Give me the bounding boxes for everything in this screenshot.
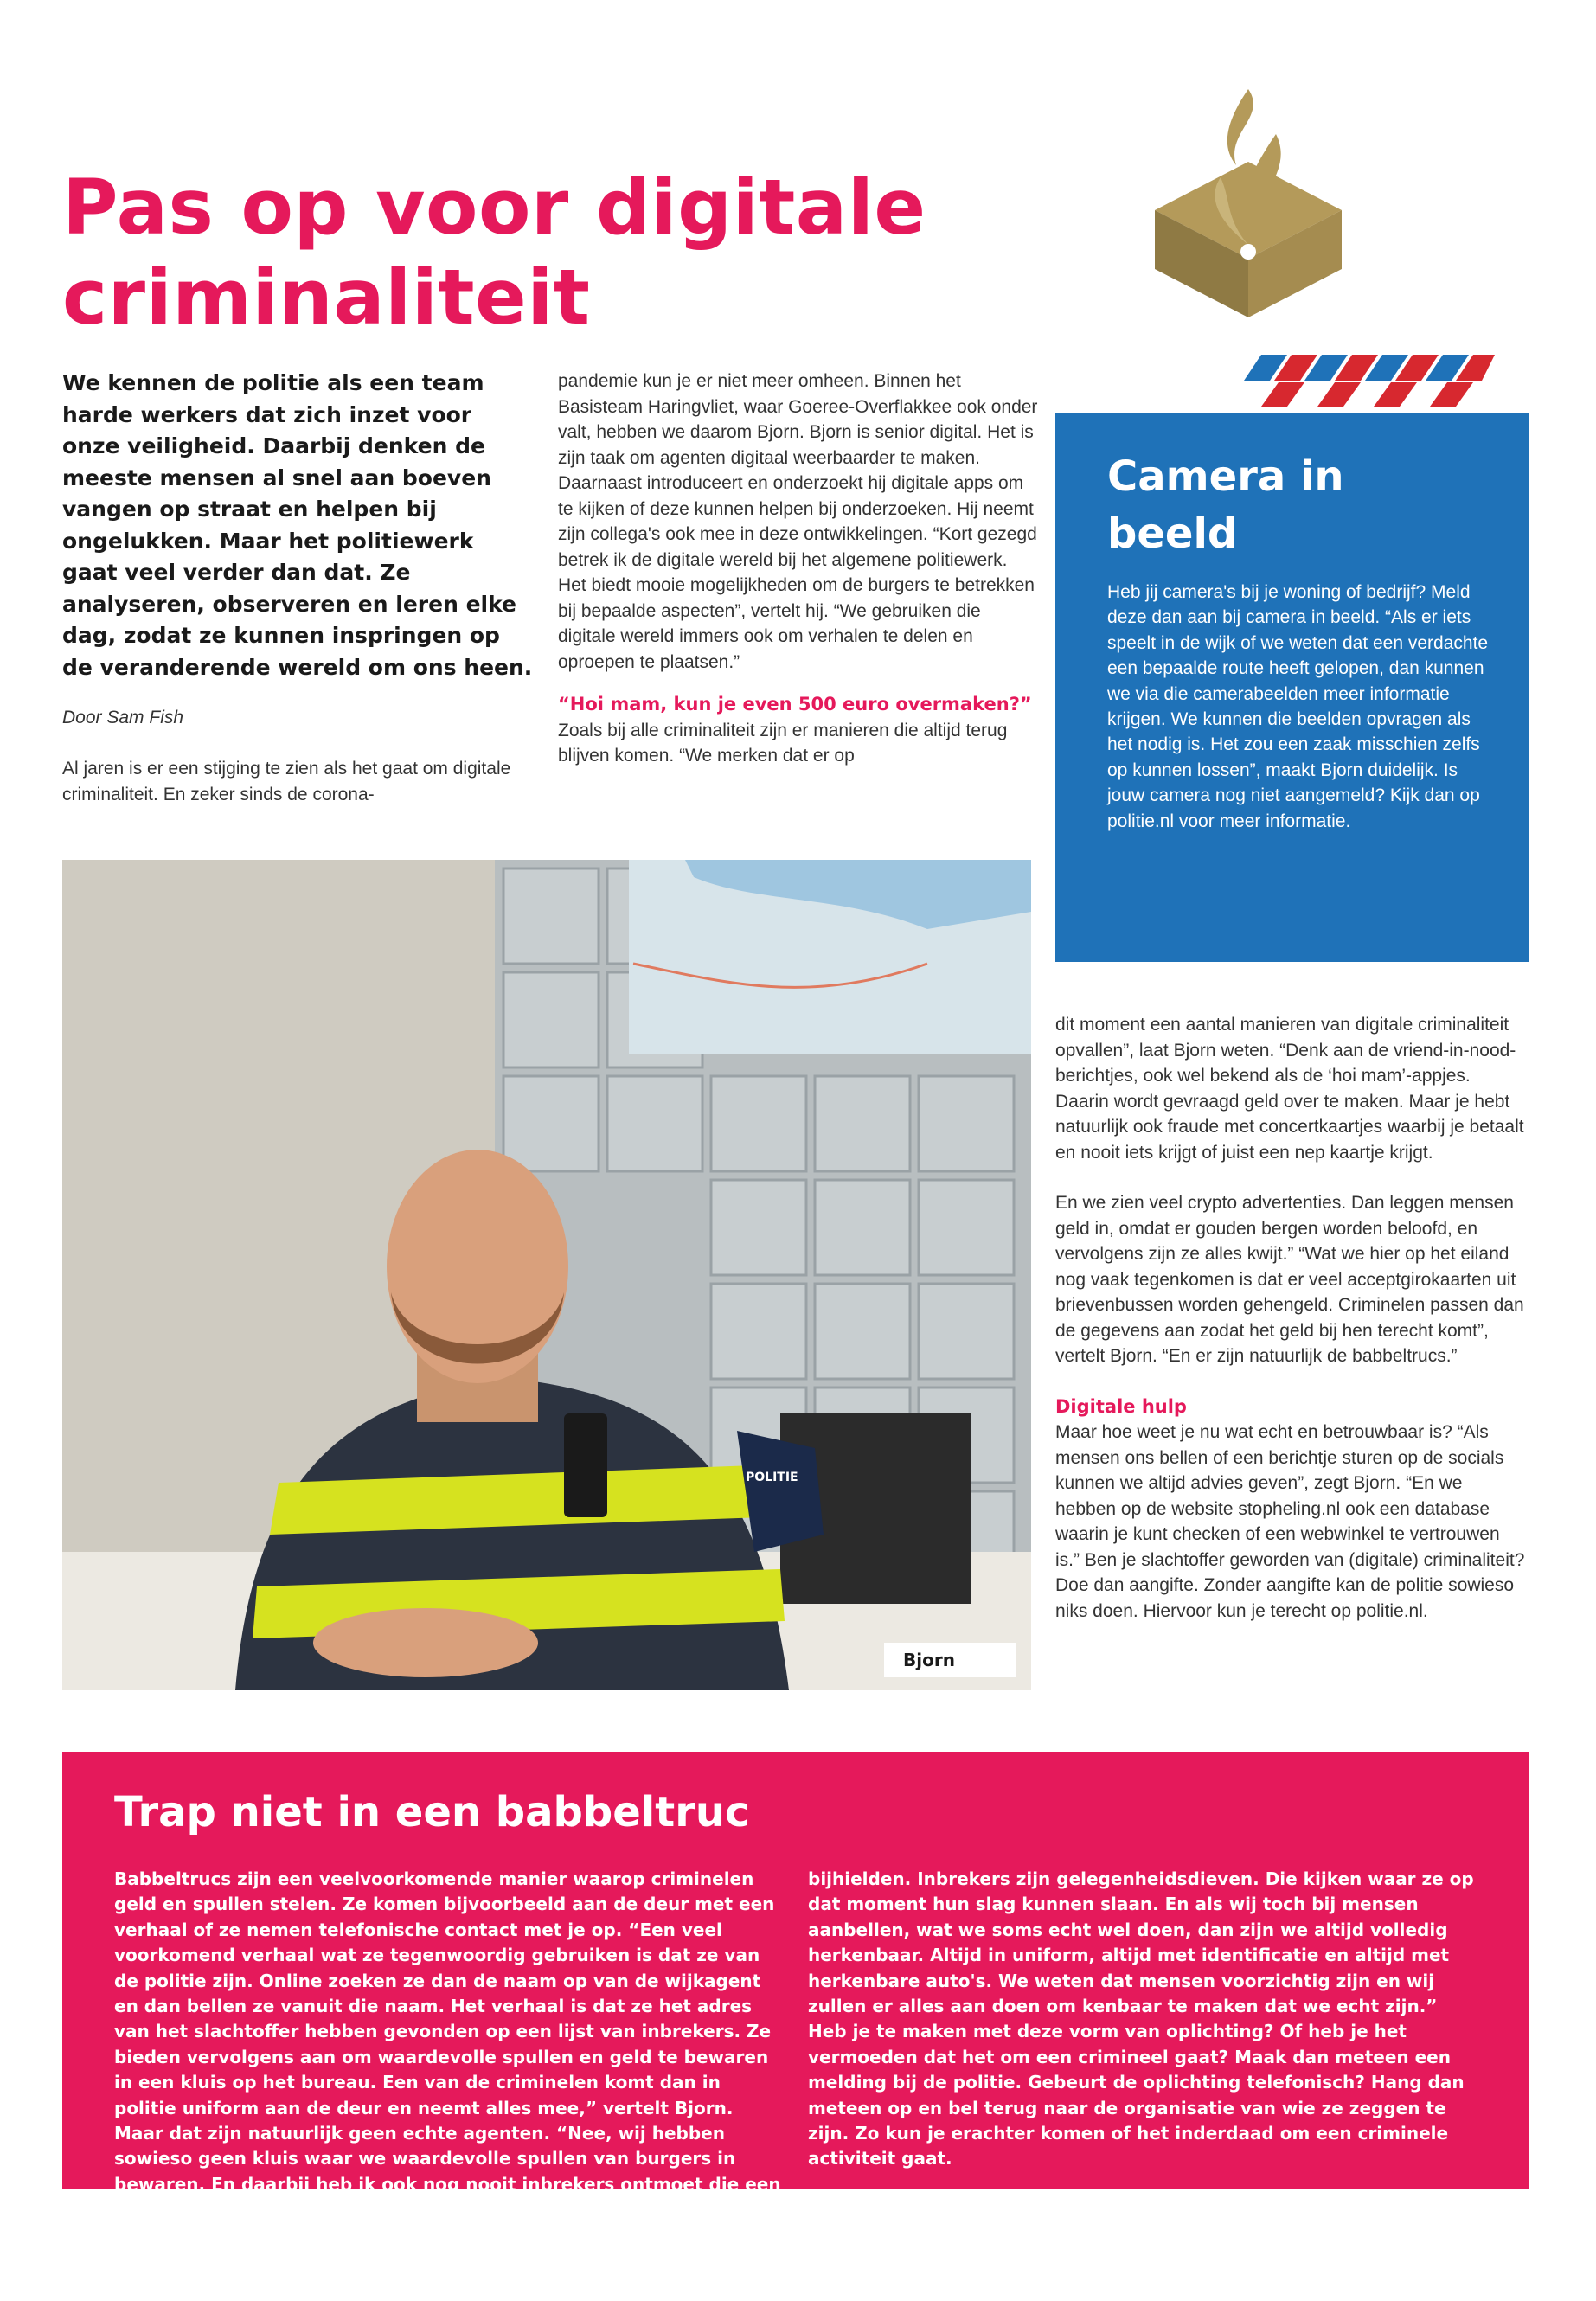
babbeltruc-box (62, 1752, 1529, 2221)
article-title: Pas op voor digitale criminaliteit (62, 163, 926, 342)
police-stripes-icon (1235, 355, 1495, 407)
camera-in-beeld-box (1055, 413, 1529, 962)
digitale-hulp-heading: Digitale hulp (1055, 1395, 1187, 1417)
body-intro: Al jaren is er een stijging te zien als het gaat om digitale criminaliteit. En zeker sinds de corona- (62, 759, 511, 804)
camera-box-title: Camera in beeld (1107, 452, 1344, 558)
column-2-after-quote: Zoals bij alle criminaliteit zijn er manieren die altijd terug blijven komen. “We merken dat er op (558, 720, 1008, 766)
article-column-3 (1055, 1012, 1527, 1649)
article-lead: We kennen de politie als een team harde werkers dat zich inzet voor onze veiligheid. Daarbij denken de meeste mensen al snel aan boeven vangen op straat en helpen bij ongelukken. Maar het politiewerk gaat veel verder dan dat. Ze analyseren, observeren en leren elke dag, zodat ze kunnen inspringen op de veranderende wereld om ons heen. (62, 370, 533, 680)
police-emblem-icon (1146, 82, 1345, 324)
babbeltruc-column-2: bijhielden. Inbrekers zijn gelegenheidsdieven. Die kijken waar ze op dat moment hun slag kunnen slaan. En als wij toch bij mensen aanbellen, wat we soms echt wel doen, dan zijn we altijd volledig herkenbaar. Altijd in uniform, altijd met identificatie en altijd met herkenbare auto's. We weten dat mensen voorzichtig zijn en wij zullen er alles aan doen om kenbaar te maken dat we echt zijn.” Heb je te maken met deze vorm van oplichting? Of heb je het vermoeden dat het om een crimineel gaat? Maak dan meteen een melding bij de politie. Gebeurt de oplichting telefonisch? Hang dan meteen op en bel terug naar de organisatie van wie ze zeggen te zijn. Zo kun je erachter komen of het inderdaad om een criminele activiteit gaat. (808, 1868, 1474, 2170)
column-2-text: pandemie kun je er niet meer omheen. Binnen het Basisteam Haringvliet, waar Goeree-Overflakkee ook onder valt, hebben we daarom Bjorn. Bjorn is senior digital. Het is zijn taak om agenten digitaal weerbaarder te maken. Daarnaast introduceert en onderzoekt hij digitale apps om te kijken of deze kunnen helpen bij onderzoeken. Hij neemt zijn collega's ook mee in deze ontwikkelingen. “Kort gezegd betrek ik de digitale wereld bij het algemene politiewerk. Het biedt mooie mogelijkheden om de burgers te betrekken bij bepaalde aspecten”, vertelt hij. “We gebruiken die digitale wereld immers ook om verhalen te delen en oproepen te plaatsen.” (558, 371, 1038, 672)
photo-caption: Bjorn (884, 1643, 1016, 1677)
column-3-paragraph-2: En we zien veel crypto advertenties. Dan leggen mensen geld in, omdat er gouden bergen worden beloofd, en vervolgens zijn ze alles kwijt.” “Wat we hier op het eiland nog vaak tegenkomen is dat er veel acceptgirokaarten uit brievenbussen worden gehengeld. Criminelen passen dan de gegevens aan zodat het geld bij hen terecht komt”, vertelt Bjorn. “En er zijn natuurlijk de babbeltrucs.” (1055, 1193, 1524, 1366)
article-column-2 (558, 369, 1038, 769)
column-3-paragraph-1: dit moment een aantal manieren van digitale criminaliteit opvallen”, laat Bjorn weten. “Denk aan de vriend-in-nood-berichtjes, ook wel bekend als de ‘hoi mam’-appjes. Daarin wordt gevraagd geld over te maken. Maar je hebt natuurlijk ook fraude met concertkaartjes waarbij je betaalt en nooit iets krijgt of juist een nep kaartje krijgt. (1055, 1015, 1524, 1163)
officer-photo (62, 860, 1031, 1690)
babbeltruc-column-1: Babbeltrucs zijn een veelvoorkomende manier waarop criminelen geld en spullen stelen. Ze komen bijvoorbeeld aan de deur met een verhaal of ze nemen telefonische contact met je op. “Een veel voorkomend verhaal wat ze tegenwoordig gebruiken is dat ze van de politie zijn. Online zoeken ze dan de naam op van de wijkagent en dan bellen ze vanuit die naam. Het verhaal is dat ze het adres van het slachtoffer hebben gevonden op een lijst van inbrekers. Ze bieden vervolgens aan om waardevolle spullen en geld te bewaren in een kluis op het bureau. Een van de criminelen komt dan in politie uniform aan de deur en neemt alles mee,” vertelt Bjorn. Maar dat zijn natuurlijk geen echte agenten. “Nee, wij hebben sowieso geen kluis waar we waardevolle spullen van burgers in bewaren. En daarbij heb ik ook nog nooit inbrekers ontmoet die een adresboek (114, 1868, 781, 2221)
babbeltruc-title: Trap niet in een babbeltruc (114, 1788, 750, 1836)
politie-badge: POLITIE (746, 1471, 798, 1484)
column-3-paragraph-3: Maar hoe weet je nu wat echt en betrouwbaar is? “Als mensen ons bellen of een berichtje sturen op de socials kunnen we altijd advies geven”, zegt Bjorn. “En we hebben op de website stopheling.nl ook een database waarin je kunt checken of een webwinkel te vertrouwen is.” Ben je slachtoffer geworden van (digitale) criminaliteit? Doe dan aangifte. Zonder aangifte kan de politie sowieso niks doen. Hiervoor kun je terecht op politie.nl. (1055, 1422, 1525, 1621)
quote-heading: “Hoi mam, kun je even 500 euro overmaken?” (558, 694, 1032, 715)
camera-box-text: Heb jij camera's bij je woning of bedrijf? Meld deze dan aan bij camera in beeld. “Als er iets speelt in de wijk of we weten dat een verdachte een bepaalde route heeft gelopen, dan kunnen we via die camerabeelden meer informatie krijgen. We kunnen die beelden opvragen als het nodig is. Het zou een zaak misschien zelfs op kunnen lossen”, maakt Bjorn duidelijk. Is jouw camera nog niet aangemeld? Kijk dan op politie.nl voor meer informatie. (1107, 582, 1489, 831)
byline: Door Sam Fish (62, 708, 184, 727)
